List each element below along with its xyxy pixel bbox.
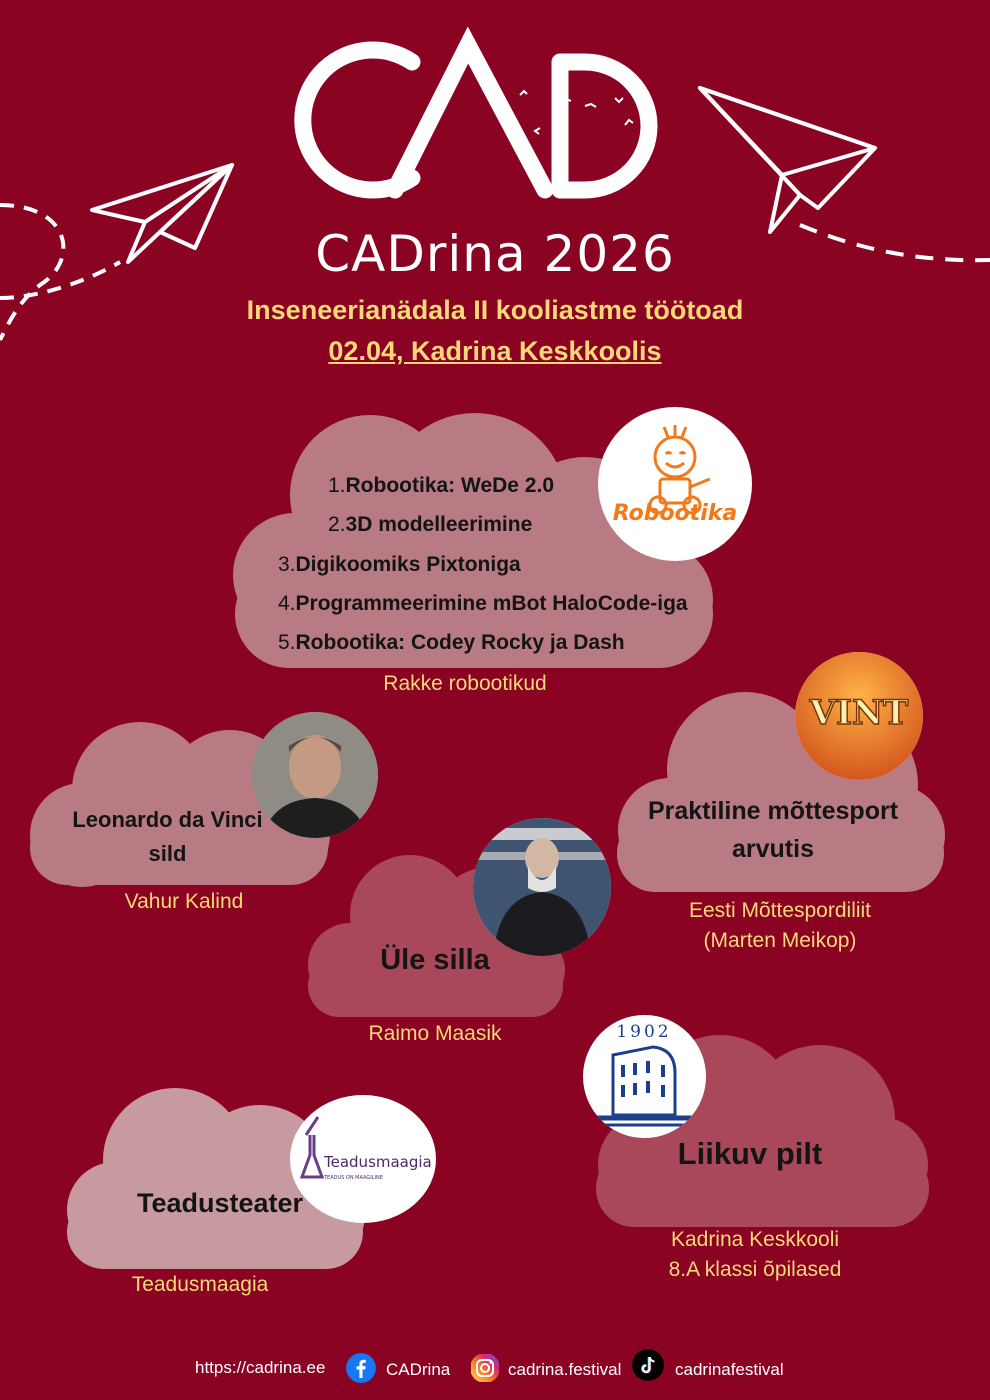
person-photo-icon (473, 818, 611, 956)
workshop-host: Rakke robootikud (383, 672, 547, 695)
session-title-ule-silla: Üle silla (380, 944, 490, 976)
person-photo-icon (252, 712, 378, 838)
flask-icon (290, 1095, 436, 1223)
session-title-liikuv: Liikuv pilt (677, 1136, 823, 1171)
robootika-logo (598, 407, 752, 561)
brand-title: CADrina 2026 (315, 225, 675, 283)
bird-icon (520, 91, 633, 134)
svg-text:Teadusmaagia: Teadusmaagia (324, 1153, 432, 1171)
list-item: 4.Programmeerimine mBot HaloCode-iga (278, 592, 688, 615)
vint-icon (795, 652, 923, 780)
school-logo (583, 1015, 706, 1138)
tiktok-icon[interactable] (632, 1349, 664, 1381)
robot-icon (598, 407, 752, 561)
session-title-leonardo: Leonardo da Vinci sild (72, 807, 263, 866)
svg-text:1902: 1902 (616, 1022, 672, 1042)
event-date-location: 02.04, Kadrina Keskkoolis (328, 336, 662, 366)
facebook-icon[interactable] (346, 1353, 376, 1383)
avatar-vahur (252, 712, 378, 838)
instagram-icon[interactable] (470, 1353, 500, 1383)
list-item: 2.3D modelleerimine (328, 513, 533, 536)
facebook-handle[interactable]: CADrina (386, 1360, 451, 1379)
website-link[interactable]: https://cadrina.ee (195, 1358, 326, 1377)
list-item: 3.Digikoomiks Pixtoniga (278, 553, 521, 576)
tiktok-handle[interactable]: cadrinafestival (675, 1360, 784, 1379)
session-host-teadusteater: Teadusmaagia (131, 1273, 269, 1296)
list-item: 1.Robootika: WeDe 2.0 (328, 474, 554, 497)
paper-plane-icon (700, 88, 875, 232)
session-host-mottesport: Eesti Mõttespordiliit (Marten Meikop) (688, 899, 872, 952)
event-subtitle: Inseneerianädala II kooliastme töötoad (246, 295, 744, 325)
list-item: 5.Robootika: Codey Rocky ja Dash (278, 631, 625, 654)
cad-logo (303, 45, 649, 190)
school-building-icon (583, 1015, 706, 1138)
svg-text:VINT: VINT (809, 693, 909, 733)
session-host-liikuv: Kadrina Keskkooli 8.A klassi õpilased (668, 1228, 842, 1281)
teadusmaagia-logo (290, 1095, 436, 1223)
session-host-ule-silla: Raimo Maasik (368, 1022, 502, 1045)
svg-text:Robootika: Robootika (612, 501, 738, 526)
session-title-teadusteater: Teadusteater (136, 1188, 304, 1218)
svg-text:TEADUS ON MAAGILINE: TEADUS ON MAAGILINE (324, 1175, 383, 1181)
session-title-mottesport: Praktiline mõttesport arvutis (647, 797, 899, 863)
vint-logo (795, 652, 923, 780)
session-host-leonardo: Vahur Kalind (124, 890, 244, 913)
avatar-raimo (473, 818, 611, 956)
instagram-handle[interactable]: cadrina.festival (508, 1360, 622, 1379)
